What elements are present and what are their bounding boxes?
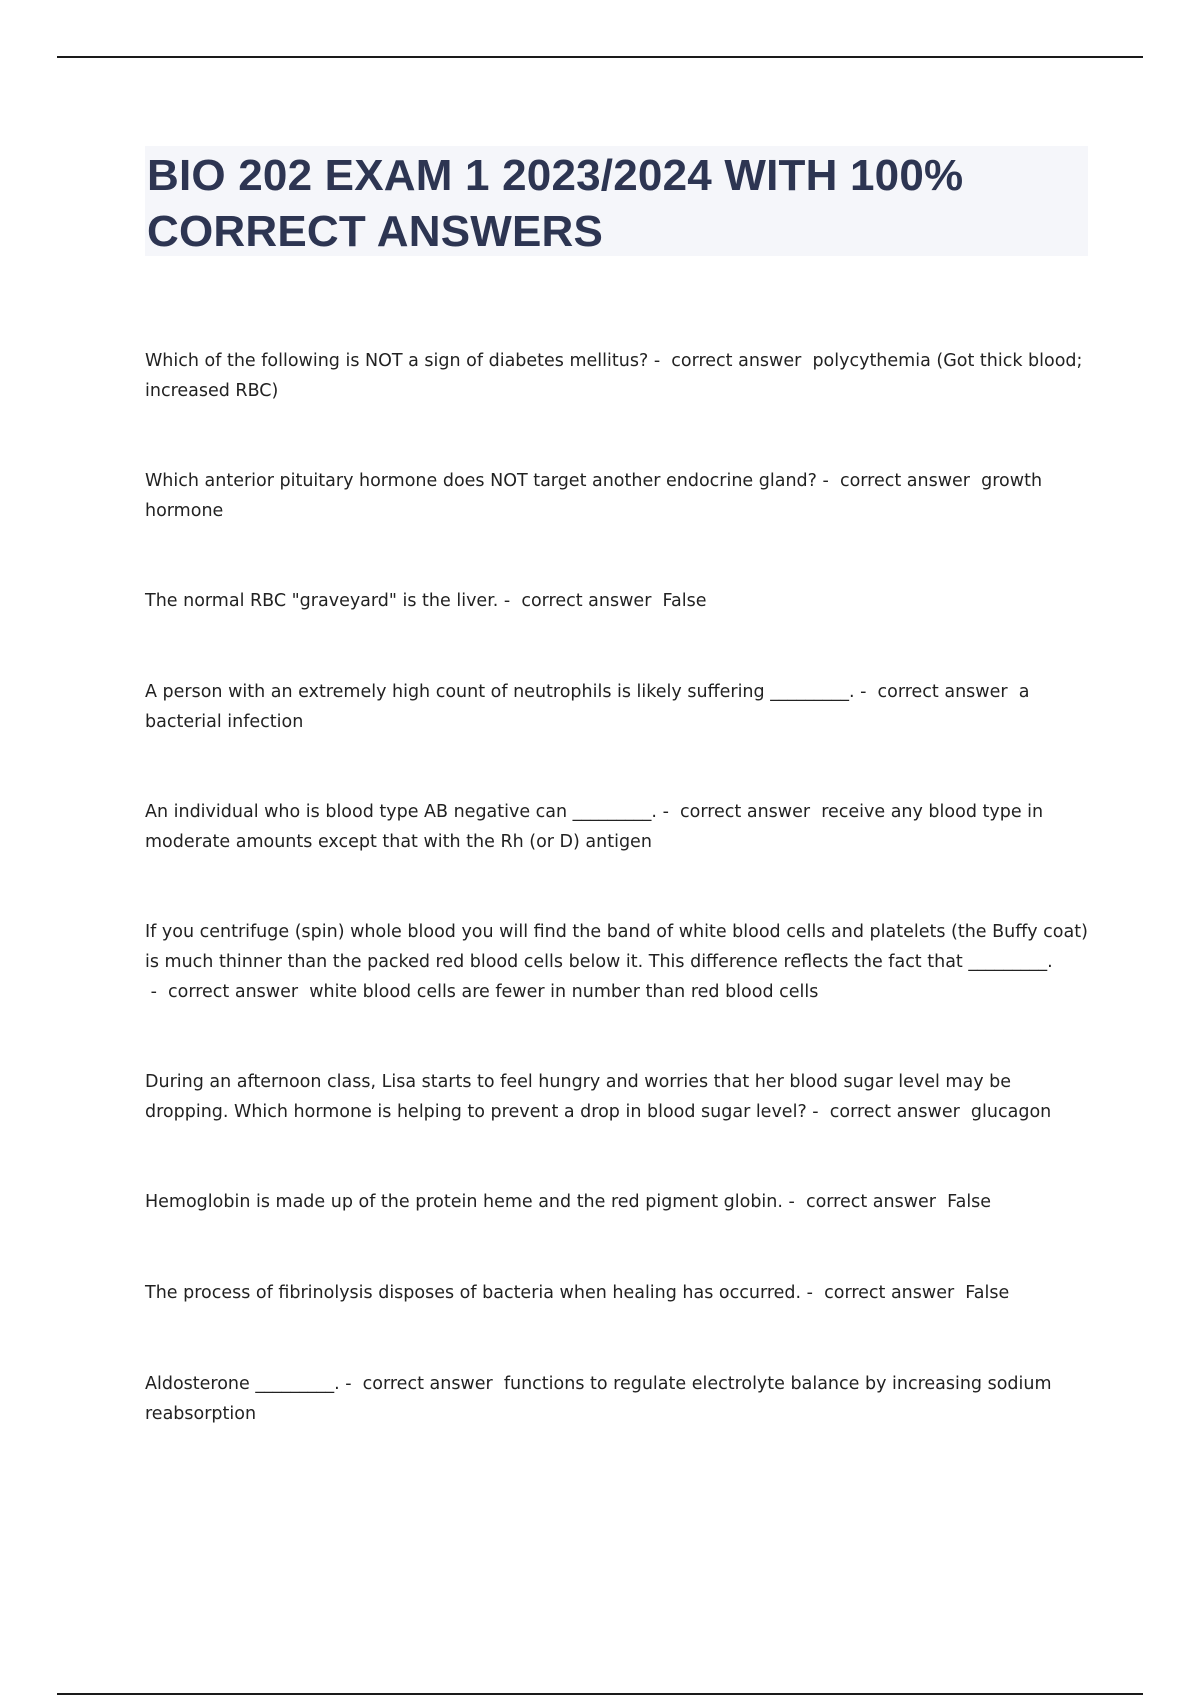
qa-item (145, 466, 1090, 526)
qa-item (145, 1369, 1090, 1429)
answer-text: False (947, 1192, 992, 1212)
qa-item (145, 797, 1090, 857)
question-text: The normal RBC "graveyard" is the liver. (145, 591, 499, 611)
question-text: A person with an extremely high count of neutrophils is likely suffering _________. (145, 682, 855, 702)
answer-separator: - correct answer (854, 682, 1019, 702)
bottom-rule (57, 1693, 1143, 1695)
answer-text: white blood cells are fewer in number than red blood cells (309, 982, 819, 1002)
answer-separator: - correct answer (648, 351, 813, 371)
answer-separator: - correct answer (806, 1102, 971, 1122)
title-block (145, 146, 1088, 256)
answer-separator: - correct answer (498, 591, 663, 611)
qa-item (145, 1278, 1090, 1308)
answer-separator: - correct answer (816, 471, 982, 491)
answer-text: receive any blood type in moderate amounts except that with the Rh (or D) antigen (145, 802, 1044, 852)
answer-text: False (662, 591, 707, 611)
question-text: During an afternoon class, Lisa starts to feel hungry and worries that her blood sugar level may be dropping. Which hormone is helping to prevent a drop in blood sugar level? (145, 1072, 1011, 1122)
answer-separator: - correct answer (782, 1192, 948, 1212)
question-text: Which anterior pituitary hormone does NOT target another endocrine gland? (145, 471, 817, 491)
answer-separator: - correct answer (339, 1374, 504, 1394)
answer-text: polycythemia (Got thick blood; increased RBC) (145, 351, 1083, 401)
document-title: BIO 202 EXAM 1 2023/2024 WITH 100% CORRECT ANSWERS (147, 151, 964, 256)
qa-item (145, 346, 1090, 406)
question-text: An individual who is blood type AB negative can _________. (145, 802, 657, 822)
qa-item (145, 917, 1090, 1007)
question-text: The process of fibrinolysis disposes of bacteria when healing has occurred. (145, 1283, 802, 1303)
answer-text: False (965, 1283, 1010, 1303)
answer-text: growth hormone (145, 471, 1043, 521)
question-text: Which of the following is NOT a sign of diabetes mellitus? (145, 351, 649, 371)
top-rule (57, 56, 1143, 58)
answer-text: functions to regulate electrolyte balance by increasing sodium reabsorption (145, 1374, 1052, 1424)
qa-item (145, 586, 1090, 616)
qa-item (145, 1187, 1090, 1217)
answer-separator: - correct answer (801, 1283, 966, 1303)
qa-item (145, 1067, 1090, 1127)
answer-text: glucagon (970, 1102, 1052, 1122)
answer-separator: - correct answer (145, 982, 310, 1002)
qa-item (145, 677, 1090, 737)
question-text: Aldosterone _________. (145, 1374, 340, 1394)
question-text: Hemoglobin is made up of the protein heme and the red pigment globin. (145, 1192, 783, 1212)
answer-text: a bacterial infection (145, 682, 1030, 732)
question-text: If you centrifuge (spin) whole blood you will find the band of white blood cells and platelets (the Buffy coat) is much thinner than the packed red blood cells below it. This difference reflects the fact that _________. (145, 922, 1088, 972)
answer-separator: - correct answer (657, 802, 822, 822)
